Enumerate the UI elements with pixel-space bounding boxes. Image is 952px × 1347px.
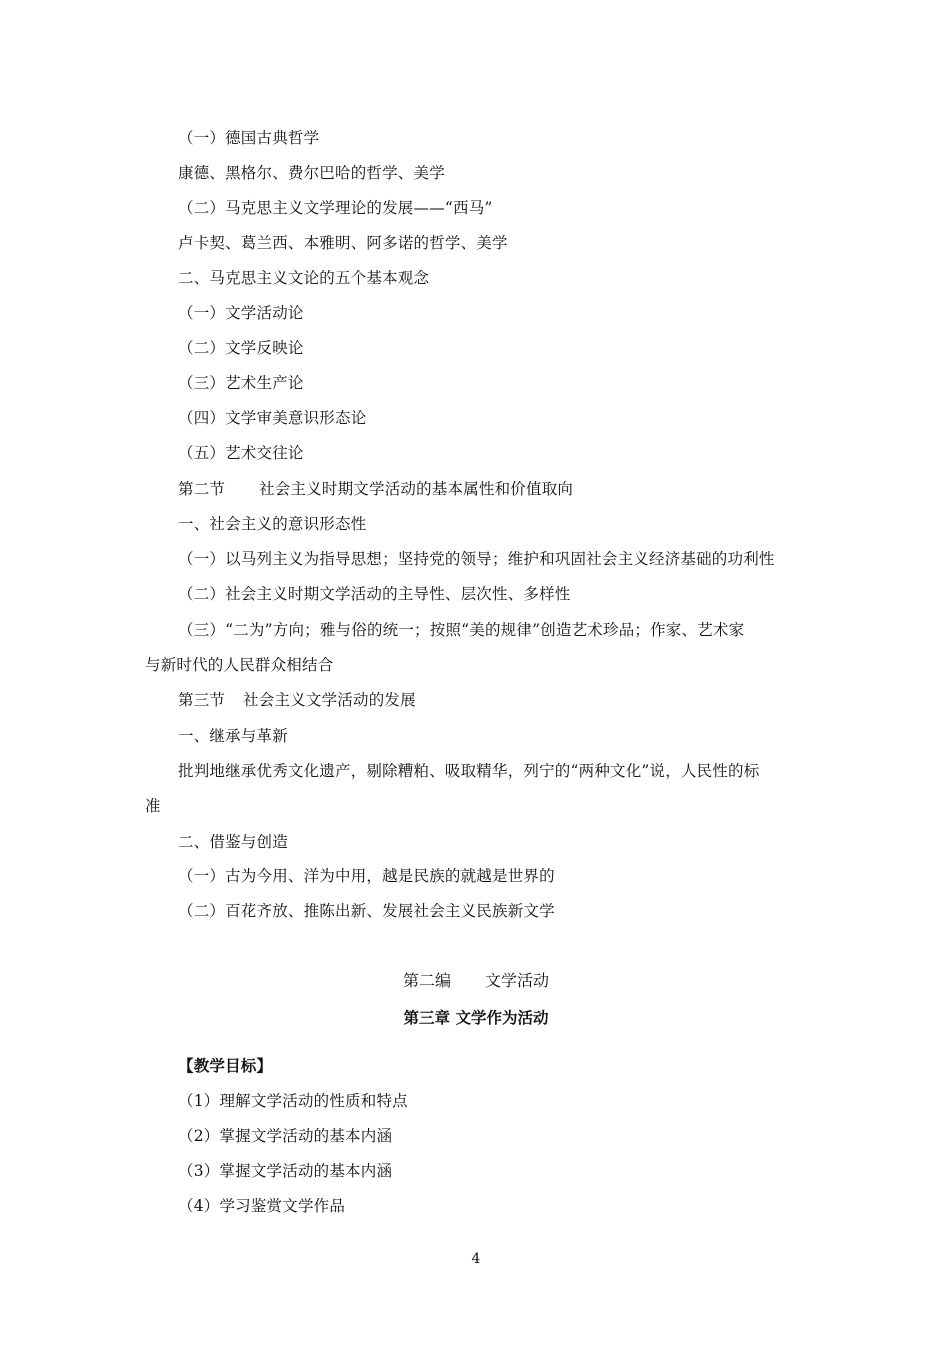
text-line: （一）以马列主义为指导思想；坚持党的领导；维护和巩固社会主义经济基础的功利性 (178, 550, 775, 568)
section-label: 第三节 (178, 691, 226, 709)
section-heading (178, 690, 416, 710)
text-line: （一）古为今用、洋为中用，越是民族的就越是世界的 (178, 867, 555, 885)
objectives-heading: 【教学目标】 (178, 1057, 273, 1075)
text-line: （三）“二为”方向；雅与俗的统一；按照“美的规律”创造艺术珍品；作家、艺术家 (178, 621, 745, 639)
page-number: 4 (471, 1251, 481, 1267)
section-title: 社会主义时期文学活动的基本属性和价值取向 (259, 480, 574, 498)
text-line: 准 (145, 797, 161, 815)
text-line: （二）社会主义时期文学活动的主导性、层次性、多样性 (178, 585, 571, 603)
section-heading (178, 479, 573, 499)
part-heading (0, 970, 952, 992)
text-line: 康德、黑格尔、费尔巴哈的哲学、美学 (178, 164, 445, 182)
text-line: 批判地继承优秀文化遗产，剔除糟粕、吸取精华，列宁的“两种文化”说，人民性的标 (178, 762, 760, 780)
part-title: 文学活动 (485, 971, 550, 990)
text-line: 二、马克思主义文论的五个基本观念 (178, 269, 430, 287)
objective-item: （4）学习鉴赏文学作品 (178, 1197, 346, 1215)
text-line: 一、社会主义的意识形态性 (178, 515, 367, 533)
text-line: （一）文学活动论 (178, 304, 304, 322)
part-label: 第二编 (402, 971, 451, 990)
text-line: （一）德国古典哲学 (178, 129, 320, 147)
text-line: 二、借鉴与创造 (178, 833, 288, 851)
objective-item: （1）理解文学活动的性质和特点 (178, 1092, 408, 1110)
chapter-heading: 第三章 文学作为活动 (403, 1009, 549, 1027)
text-line: 一、继承与革新 (178, 727, 288, 745)
text-line: 卢卡契、葛兰西、本雅明、阿多诺的哲学、美学 (178, 234, 508, 252)
text-line: （五）艺术交往论 (178, 444, 304, 462)
objective-item: （3）掌握文学活动的基本内涵 (178, 1162, 393, 1180)
text-line: （三）艺术生产论 (178, 374, 304, 392)
section-title: 社会主义文学活动的发展 (243, 691, 416, 709)
section-label: 第二节 (178, 480, 226, 498)
objective-item: （2）掌握文学活动的基本内涵 (178, 1127, 393, 1145)
text-line: 与新时代的人民群众相结合 (145, 656, 334, 674)
text-line: （二）马克思主义文学理论的发展——“西马” (178, 199, 493, 217)
text-line: （四）文学审美意识形态论 (178, 409, 367, 427)
text-line: （二）文学反映论 (178, 339, 304, 357)
text-line: （二）百花齐放、推陈出新、发展社会主义民族新文学 (178, 902, 555, 920)
